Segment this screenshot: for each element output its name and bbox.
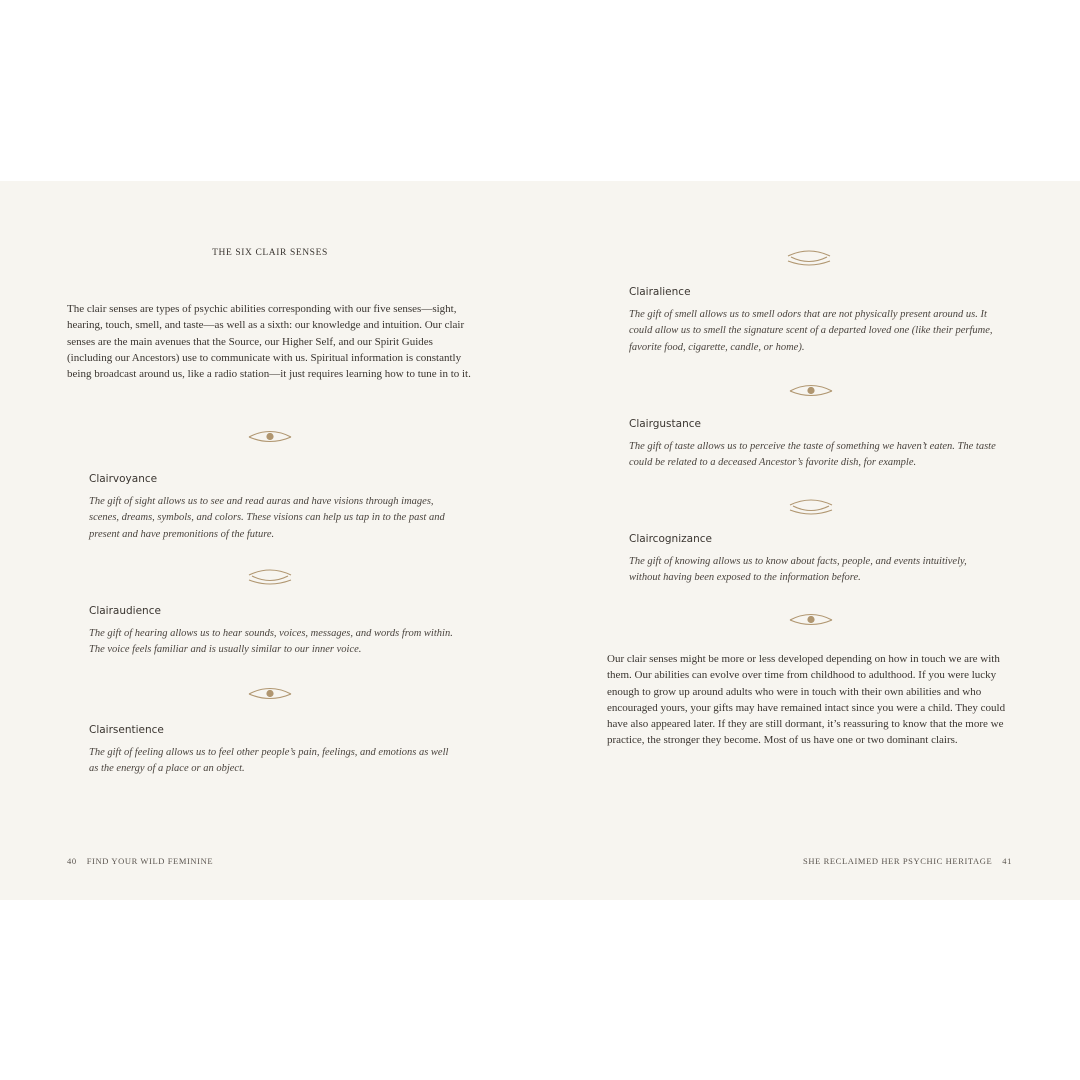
sense-clairgustance (629, 418, 999, 472)
sense-name: Clairaudience (89, 605, 161, 617)
sense-description: The gift of sight allows us to see and read auras and have visions through images, scenes, dreams, symbols, and colors. These visions can help us tap in to the past and present and have premonitions of the future. (89, 496, 445, 540)
sense-description: The gift of knowing allows us to know about facts, people, and events intuitively, without having been exposed to the information before. (629, 556, 967, 584)
sense-description: The gift of taste allows us to perceive the taste of something we haven’t eaten. The taste could be related to a deceased Ancestor’s favorite dish, for example. (629, 441, 996, 469)
right-page (540, 181, 1080, 900)
sense-name: Claircognizance (629, 533, 712, 545)
left-footer (67, 856, 213, 866)
closed-eye-icon (247, 567, 293, 587)
closed-eye-icon (788, 497, 834, 517)
sense-clairvoyance (89, 473, 459, 543)
book-spread (0, 181, 1080, 900)
sense-clairaudience (89, 605, 459, 659)
sense-name: Clairgustance (629, 418, 701, 430)
closing-paragraph: Our clair senses might be more or less developed depending on how in touch we are with them. Our abilities can evolve over time from childhood to adulthood. If you were lucky enough to grow up around adults who were in touch with their own abilities and who encouraged yours, your gifts may have remained intact since you were a child. They could have also appeared later. If they are still dormant, it’s reassuring to know that the more we practice, the stronger they become. Most of us have one or two dominant clairs. (607, 653, 1006, 747)
open-eye-icon (247, 684, 293, 704)
sense-description: The gift of hearing allows us to hear sounds, voices, messages, and words from within. The voice feels familiar and is usually similar to our inner voice. (89, 628, 453, 656)
sense-description: The gift of feeling allows us to feel other people’s pain, feelings, and emotions as well as the energy of a place or an object. (89, 747, 449, 775)
running-title: FIND YOUR WILD FEMININE (86, 856, 214, 866)
sense-description: The gift of smell allows us to smell odors that are not physically present around us. It could allow us to smell the signature scent of a departed loved one (like their perfume, favorite food, cigarette, candle, or home). (629, 309, 993, 353)
open-eye-icon (788, 610, 834, 630)
sense-clairalience (629, 286, 999, 356)
sense-name: Clairalience (629, 286, 691, 298)
left-page (0, 181, 540, 900)
intro-paragraph: The clair senses are types of psychic abilities corresponding with our five senses—sight, hearing, touch, smell, and taste—as well as a sixth: our knowledge and intuition. Our clair senses are the main avenues that the Source, our Higher Self, and our Spirit Guides (including our Ancestors) use to communicate with us. Spiritual information is constantly being broadcast around us, like a radio station—it just requires learning how to tune in to it. (67, 303, 471, 381)
sense-claircognizance (629, 533, 999, 587)
closed-eye-icon (786, 248, 832, 268)
right-footer (803, 856, 1012, 866)
open-eye-icon (788, 381, 834, 401)
running-title: SHE RECLAIMED HER PSYCHIC HERITAGE (803, 856, 993, 866)
page-title: THE SIX CLAIR SENSES (212, 248, 328, 258)
open-eye-icon (247, 427, 293, 447)
sense-clairsentience (89, 724, 459, 778)
sense-name: Clairvoyance (89, 473, 158, 485)
page-number: 40 (67, 856, 77, 866)
page-number: 41 (1002, 856, 1012, 866)
sense-name: Clairsentience (89, 724, 164, 736)
